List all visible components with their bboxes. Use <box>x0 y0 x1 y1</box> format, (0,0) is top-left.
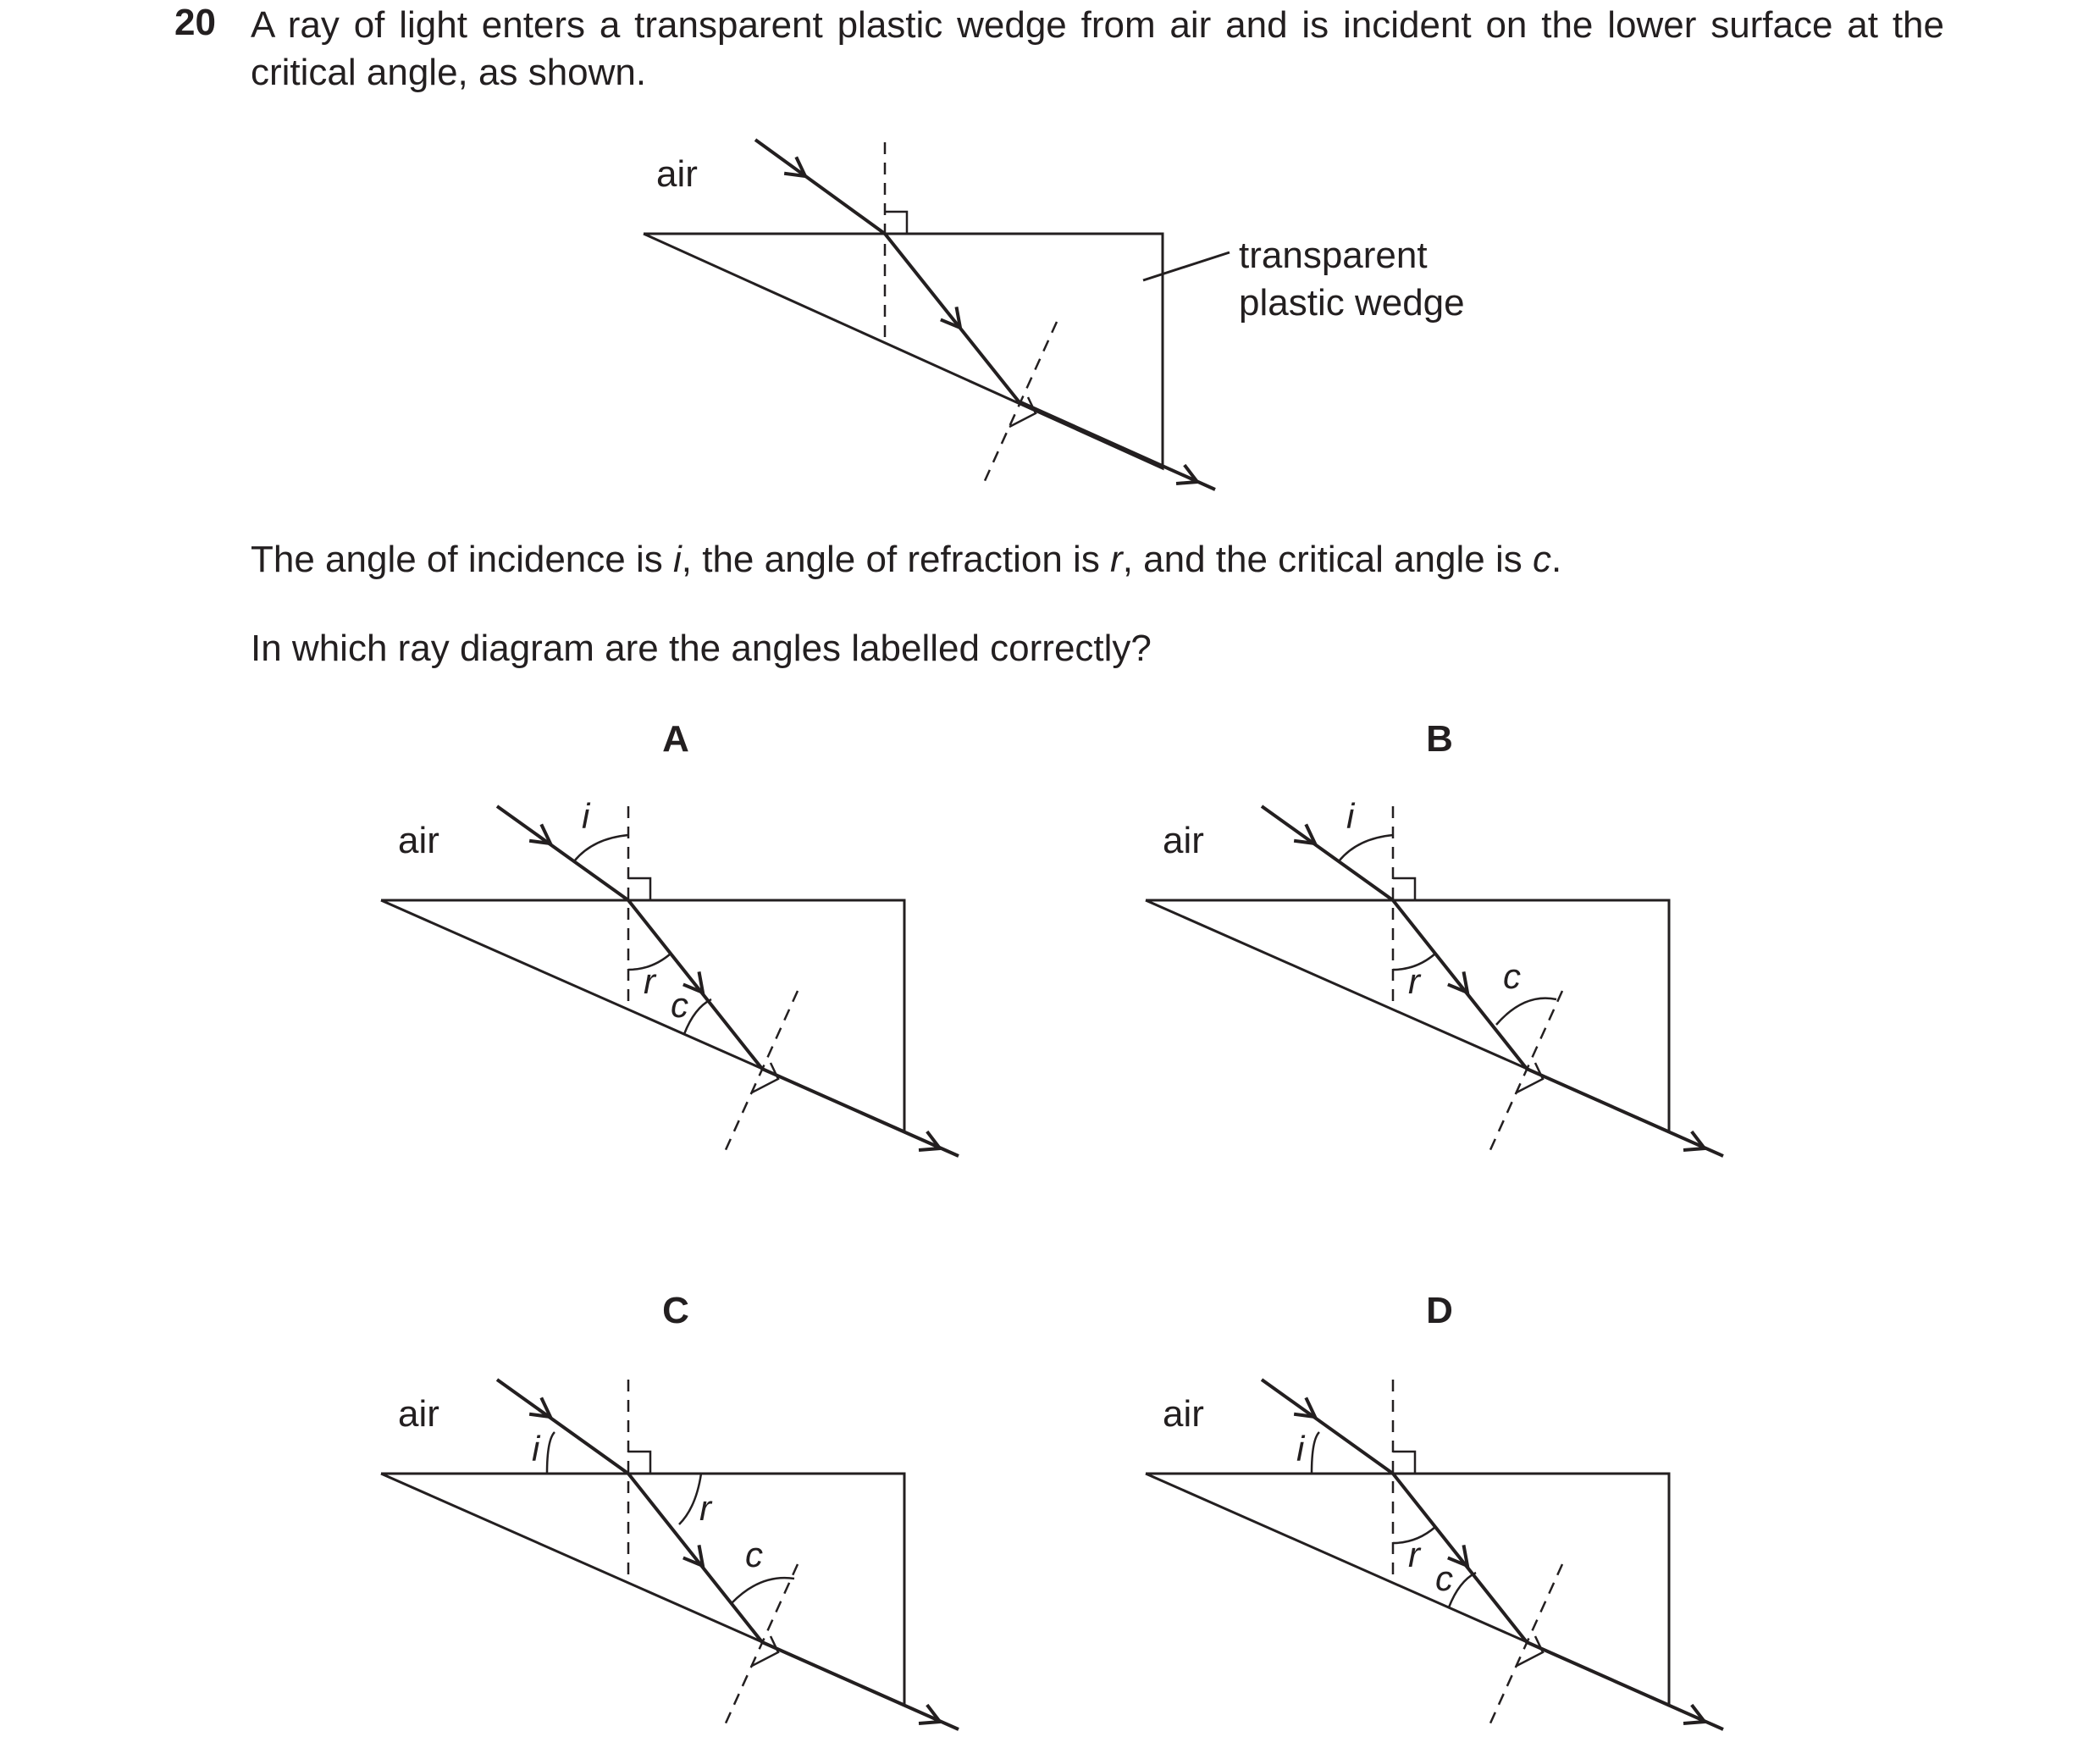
question-stem: A ray of light enters a transparent plastic wedge from air and is incident on the lower surface at the critical angle, as shown. <box>251 4 1944 93</box>
right-angle-marker <box>1393 1452 1415 1474</box>
right-angle-marker <box>628 1452 650 1474</box>
normal-lower-surface <box>1489 991 1562 1152</box>
angle-r-label: r <box>699 1488 711 1528</box>
air-label: air <box>656 153 698 195</box>
angle-i-arc <box>1339 835 1393 861</box>
angle-i-label: i <box>1346 796 1355 836</box>
right-angle-marker <box>752 1063 778 1092</box>
angle-i-arc <box>574 835 628 861</box>
normal-lower-surface <box>1489 1564 1562 1725</box>
angle-i-label: i <box>1296 1429 1305 1469</box>
normal-lower-surface <box>725 991 798 1152</box>
right-angle-marker <box>752 1636 778 1666</box>
wedge-label-leader <box>1143 252 1230 280</box>
option-c-diagram <box>381 1290 959 1731</box>
angle-i-label: i <box>532 1429 540 1469</box>
option-b-diagram <box>1146 718 1723 1158</box>
option-a-diagram <box>381 718 959 1158</box>
option-d-label: D <box>1426 1290 1453 1331</box>
right-angle-marker <box>885 212 907 234</box>
angle-i-label: i <box>582 796 590 836</box>
angle-i-arc <box>1312 1432 1319 1474</box>
angle-r-arc <box>679 1474 701 1524</box>
angle-definitions: The angle of incidence is i, the angle of refraction is r, and the critical angle is c. <box>251 539 1562 580</box>
right-angle-marker <box>1393 878 1415 900</box>
air-label: air <box>1163 820 1204 861</box>
air-label: air <box>398 1393 439 1435</box>
angle-r-label: r <box>1408 1535 1420 1574</box>
right-angle-marker <box>628 878 650 900</box>
angle-r-label: r <box>644 961 655 1001</box>
air-label: air <box>1163 1393 1204 1435</box>
angle-c-label: c <box>1503 956 1521 996</box>
option-a-label: A <box>662 718 689 760</box>
main-wedge-diagram <box>644 140 1465 491</box>
angle-r-label: r <box>1408 961 1420 1001</box>
angle-c-label: c <box>1435 1558 1453 1598</box>
angle-i-arc <box>547 1432 555 1474</box>
option-d-diagram <box>1146 1290 1723 1731</box>
normal-lower-surface <box>725 1564 798 1725</box>
wedge-label-line1: transparent <box>1239 235 1428 276</box>
question-number: 20 <box>174 2 216 43</box>
right-angle-marker <box>1517 1636 1543 1666</box>
angle-c-arc <box>1496 998 1556 1025</box>
question-prompt: In which ray diagram are the angles labelled correctly? <box>251 628 1152 669</box>
option-b-label: B <box>1426 718 1453 760</box>
option-c-label: C <box>662 1290 689 1331</box>
air-label: air <box>398 820 439 861</box>
wedge-outline <box>644 234 1163 468</box>
angle-c-label: c <box>671 985 688 1025</box>
right-angle-marker <box>1517 1063 1543 1092</box>
wedge-label-line2: plastic wedge <box>1239 282 1465 324</box>
angle-c-label: c <box>745 1535 763 1574</box>
